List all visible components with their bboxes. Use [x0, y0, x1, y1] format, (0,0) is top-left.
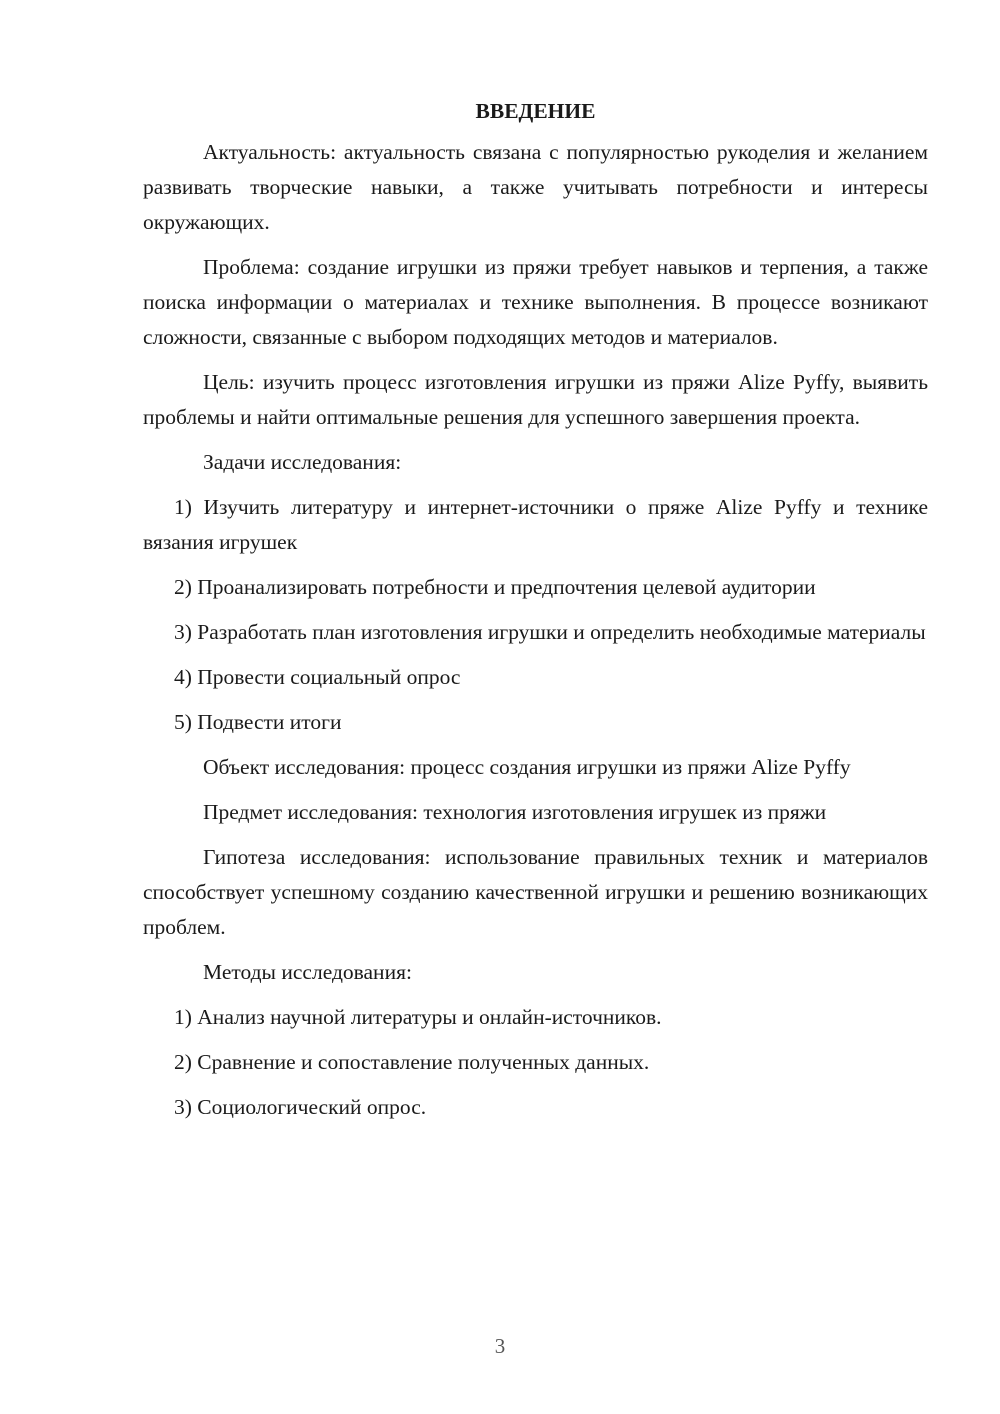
hypothesis-paragraph: Гипотеза исследования: использование правильных техник и материалов способствует успешному созданию качественной игрушки и решению возникающих проблем. [143, 845, 928, 939]
task-item: 2) Проанализировать потребности и предпочтения целевой аудитории [174, 575, 816, 599]
methods-heading: Методы исследования: [203, 960, 412, 984]
section-title: ВВЕДЕНИЕ [475, 99, 596, 123]
task-item: 4) Провести социальный опрос [174, 665, 461, 689]
document-page [143, 94, 928, 1135]
relevance-paragraph: Актуальность: актуальность связана с популярностью рукоделия и желанием развивать творческие навыки, а также учитывать потребности и интересы окружающих. [143, 140, 928, 234]
method-item: 3) Социологический опрос. [174, 1095, 427, 1119]
method-item: 1) Анализ научной литературы и онлайн-источников. [174, 1005, 662, 1029]
task-item: 1) Изучить литературу и интернет-источники о пряже Alize Pyffy и технике вязания игрушек [143, 495, 928, 554]
object-paragraph: Объект исследования: процесс создания игрушки из пряжи Alize Pyffy [203, 755, 851, 779]
goal-paragraph: Цель: изучить процесс изготовления игрушки из пряжи Alize Pyffy, выявить проблемы и найти оптимальные решения для успешного завершения проекта. [143, 370, 928, 429]
problem-paragraph: Проблема: создание игрушки из пряжи требует навыков и терпения, а также поиска информации о материалах и технике выполнения. В процессе возникают сложности, связанные с выбором подходящих методов и материалов. [143, 255, 928, 349]
task-item: 3) Разработать план изготовления игрушки и определить необходимые материалы [174, 620, 926, 644]
page-number: 3 [494, 1334, 506, 1358]
methods-list [143, 1000, 928, 1125]
method-item: 2) Сравнение и сопоставление полученных данных. [174, 1050, 650, 1074]
task-item: 5) Подвести итоги [174, 710, 342, 734]
tasks-list [143, 490, 928, 740]
subject-paragraph: Предмет исследования: технология изготовления игрушек из пряжи [203, 800, 827, 824]
tasks-heading: Задачи исследования: [203, 450, 402, 474]
